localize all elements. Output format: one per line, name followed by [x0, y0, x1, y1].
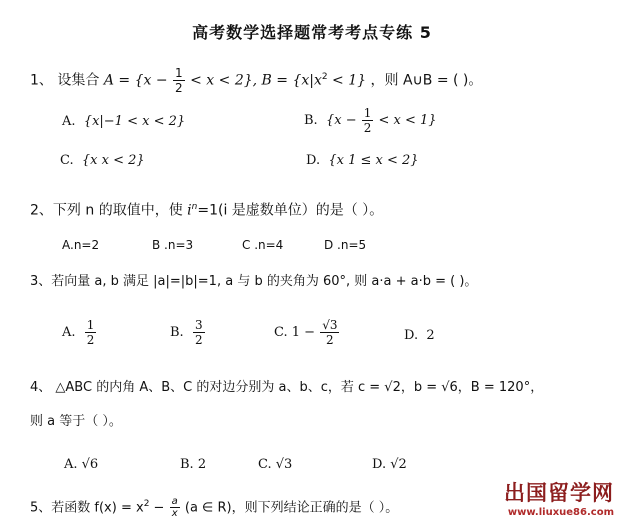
q4-option-c: C. √3 [258, 457, 293, 472]
question-4-stem-cont: 则 a 等于（ ）。 [30, 414, 122, 429]
q2-option-a: A.n=2 [62, 238, 100, 252]
q3-option-b: B. $\frac{3}{2}$ [170, 318, 203, 347]
question-number: 1、 [30, 72, 53, 89]
page-title: 高考数学选择题常考考点专练 5 [192, 23, 432, 42]
q3-option-c: C. 1 − $\frac{√3}{2}$ [274, 318, 338, 347]
q3-option-d: D. 2 [404, 328, 435, 343]
question-number-4 [30, 378, 51, 398]
question-number: 2、 [30, 202, 53, 219]
watermark-url: www.liuxue86.com [507, 507, 614, 518]
question-2-stem: 2、下列 n 的取值中，使 $i^n=1(i$ 是虚数单位）的是（ ）。 [30, 202, 384, 219]
site-watermark-logo [504, 477, 614, 518]
q3-option-a: A. $\frac{1}{2}$ [62, 318, 95, 347]
q2-option-d: D .n=5 [324, 238, 367, 252]
q4-option-a: A. √6 [64, 457, 99, 472]
q4-option-b: B. 2 [180, 457, 207, 472]
q1-option-c: C. {x x < 2} [60, 153, 145, 168]
question-3-stem: 3、若向量 a, b 满足 |a|=|b|=1, a 与 b 的夹角为 60°, 则 a·a + a·b = ( )。 [30, 274, 478, 289]
question-number: 3、 [30, 274, 52, 289]
q1-option-a: A. {x|−1 < x < 2} [62, 114, 186, 129]
q1-option-b: B. {x − $\frac{1}{2}$ < x < 1} [304, 106, 437, 135]
q4-option-d: D. √2 [372, 457, 407, 472]
question-4-stem: 4、 △ABC 的内角 A、B、C 的对边分别为 a、b、c，若 c = √2，b = √6，B = 120°， [30, 380, 544, 395]
q2-option-c: C .n=4 [242, 238, 284, 252]
q2-option-b: B .n=3 [152, 238, 194, 252]
q1-option-d: D. {x 1 ≤ x < 2} [306, 153, 419, 168]
question-5-stem: 5、若函数 $f(x) = x^2$ − $\frac{a}{x}$ (a ∈ R)，则下列结论正确的是（ ）。 [30, 496, 399, 520]
question-1-stem: 1、 设集合 A = {x − $\frac{1}{2}$ < x < 2}, $B = \{x|x^2 < 1\}$ ，则 A∪B = ( )。 [30, 66, 483, 95]
watermark-text: 出国留学网 [504, 481, 614, 505]
question-number: 5、 [30, 500, 52, 516]
fraction: $\frac{1}{2}$ [175, 66, 183, 95]
